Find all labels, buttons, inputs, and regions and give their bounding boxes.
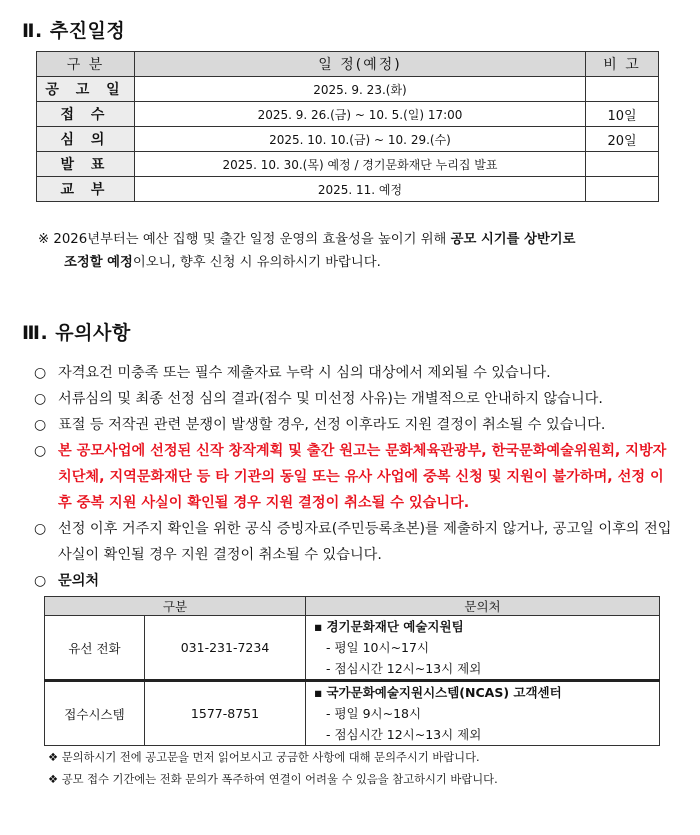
contact-table [44, 596, 660, 746]
square-bullet-icon: ▪ [314, 685, 323, 700]
row-remark [586, 77, 659, 102]
item-text: 자격요건 미충족 또는 필수 제출자료 누락 시 심의 대상에서 제외될 수 있습니다. [58, 365, 551, 381]
bullet-circle-icon: ○ [34, 365, 47, 381]
row-label: 접 수 [37, 102, 135, 127]
row-date: 2025. 9. 26.(금) ~ 10. 5.(일) 17:00 [135, 102, 586, 127]
row-remark [586, 177, 659, 202]
list-item [34, 360, 674, 386]
schedule-header-row [37, 52, 659, 77]
header-remark: 비 고 [586, 52, 659, 77]
contact-info [306, 616, 660, 681]
list-item [34, 438, 674, 516]
contact-org: 국가문화예술지원시스템(NCAS) 고객센터 [326, 685, 562, 700]
contact-row [45, 681, 660, 746]
schedule-row [37, 102, 659, 127]
row-remark [586, 152, 659, 177]
bullet-circle-icon: ○ [34, 521, 47, 537]
section2-title: Ⅱ. 추진일정 [22, 20, 126, 42]
bullet-circle-icon: ○ [34, 443, 47, 459]
note-bold: 조정할 예정 [64, 255, 133, 270]
contact-heading: 문의처 [58, 573, 100, 589]
section3-title: Ⅲ. 유의사항 [22, 322, 131, 344]
square-bullet-icon: ▪ [314, 619, 323, 634]
item-text: 선정 이후 거주지 확인을 위한 공식 증빙자료(주민등록초본)를 제출하지 않거나, 공고일 이후의 전입 사실이 확인될 경우 지원 결정이 취소될 수 있습니다. [58, 521, 672, 563]
schedule-note [38, 228, 576, 274]
contact-number: 1577-8751 [145, 681, 306, 746]
contact-number: 031-231-7234 [145, 616, 306, 681]
contact-type: 접수시스템 [45, 681, 145, 746]
row-label: 공 고 일 [37, 77, 135, 102]
list-item [34, 516, 674, 568]
row-remark: 20일 [586, 127, 659, 152]
row-date: 2025. 11. 예정 [135, 177, 586, 202]
row-date: 2025. 9. 23.(화) [135, 77, 586, 102]
schedule-row [37, 177, 659, 202]
note-bold: 공모 시기를 상반기로 [450, 232, 576, 247]
row-label: 발 표 [37, 152, 135, 177]
contact-lunch: - 점심시간 12시~13시 제외 [326, 727, 482, 742]
contact-info [306, 681, 660, 746]
row-date: 2025. 10. 30.(목) 예정 / 경기문화재단 누리집 발표 [135, 152, 586, 177]
list-item [34, 412, 674, 438]
contact-org: 경기문화재단 예술지원팀 [326, 619, 464, 634]
footnotes [48, 747, 498, 791]
row-label: 교 부 [37, 177, 135, 202]
header-schedule: 일 정(예정) [135, 52, 586, 77]
schedule-row [37, 127, 659, 152]
header-category: 구 분 [37, 52, 135, 77]
header-type: 구분 [45, 597, 306, 616]
bullet-circle-icon: ○ [34, 573, 47, 589]
item-text: 표절 등 저작권 관련 분쟁이 발생할 경우, 선정 이후라도 지원 결정이 취소될 수 있습니다. [58, 417, 606, 433]
schedule-row [37, 152, 659, 177]
item-text-warning: 본 공모사업에 선정된 신작 창작계획 및 출간 원고는 문화체육관광부, 한국문화예술위원회, 지방자치단체, 지역문화재단 등 타 기관의 동일 또는 유사 사업에 중복 신청 및 지원이 불가하며, 선정 이후 중복 지원 사실이 확인될 경우 지원 결정이 취소될 수 있습니다. [58, 443, 667, 511]
row-label: 심 의 [37, 127, 135, 152]
contact-header-row [45, 597, 660, 616]
bullet-circle-icon: ○ [34, 391, 47, 407]
schedule-table [36, 51, 659, 202]
contact-row [45, 616, 660, 681]
list-item [34, 568, 674, 594]
list-item [34, 386, 674, 412]
footnote: ❖ 공모 접수 기간에는 전화 문의가 폭주하여 연결이 어려울 수 있음을 참고하시기 바랍니다. [48, 773, 498, 786]
footnote: ❖ 문의하시기 전에 공고문을 먼저 읽어보시고 궁금한 사항에 대해 문의주시기 바랍니다. [48, 751, 480, 764]
note-text: 2026년부터는 예산 집행 및 출간 일정 운영의 효율성을 높이기 위해 [53, 232, 451, 247]
contact-hours: - 평일 9시~18시 [326, 706, 422, 721]
contact-type: 유선 전화 [45, 616, 145, 681]
schedule-row [37, 77, 659, 102]
bullet-circle-icon: ○ [34, 417, 47, 433]
header-contact: 문의처 [306, 597, 660, 616]
item-text: 서류심의 및 최종 선정 심의 결과(점수 및 미선정 사유)는 개별적으로 안내하지 않습니다. [58, 391, 603, 407]
note-text: 이오니, 향후 신청 시 유의하시기 바랍니다. [132, 255, 381, 270]
notice-list [34, 360, 674, 594]
contact-hours: - 평일 10시~17시 [326, 640, 430, 655]
row-date: 2025. 10. 10.(금) ~ 10. 29.(수) [135, 127, 586, 152]
contact-lunch: - 점심시간 12시~13시 제외 [326, 661, 482, 676]
note-mark: ※ [38, 232, 50, 247]
row-remark: 10일 [586, 102, 659, 127]
